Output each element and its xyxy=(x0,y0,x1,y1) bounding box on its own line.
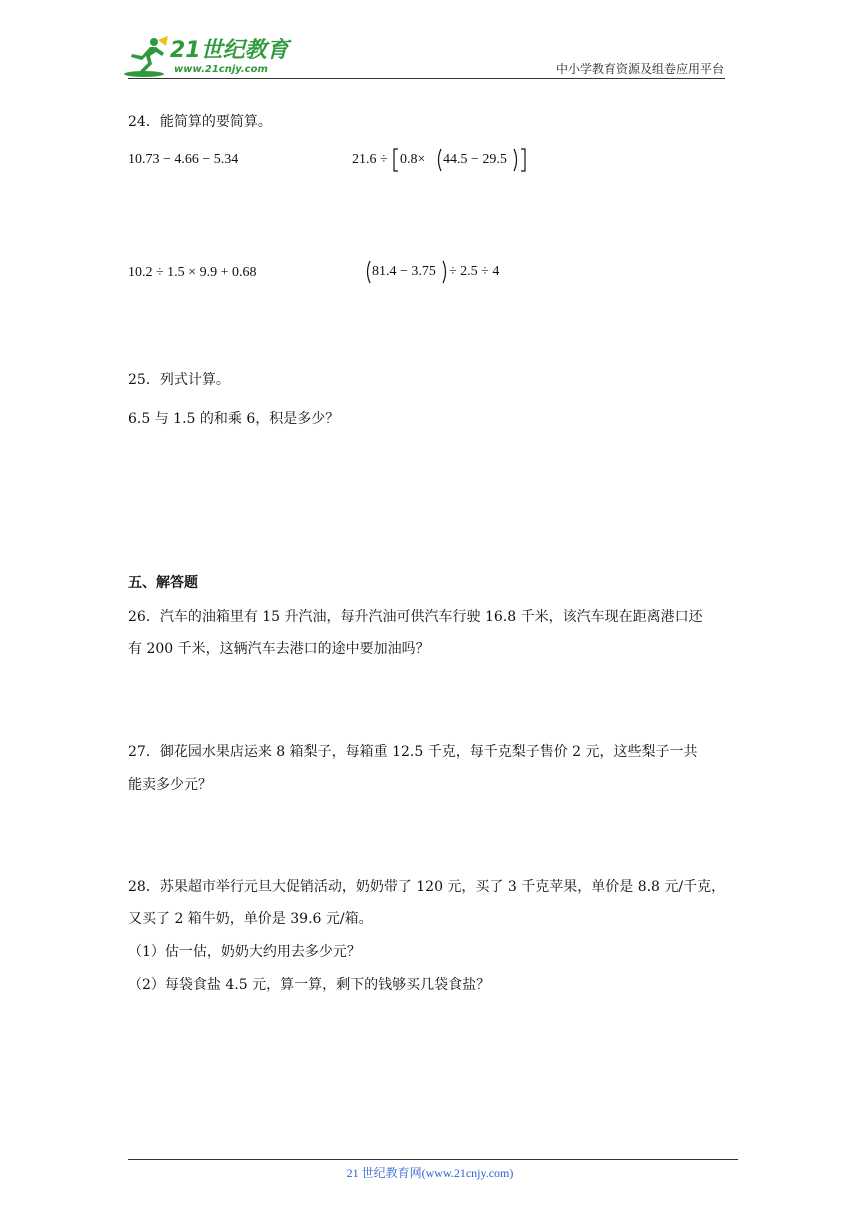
question-28-sub-1: （1）估一估，奶奶大约用去多少元？ xyxy=(128,944,361,960)
footer-link[interactable]: 21 世纪教育网(www.21cnjy.com) xyxy=(346,1166,514,1180)
footer-divider xyxy=(128,1159,738,1160)
q24-expr4-inner: 81.4 − 3.75 xyxy=(372,264,436,279)
question-28-sub-2: （2）每袋食盐 4.5 元，算一算，剩下的钱够买几袋食盐？ xyxy=(128,977,491,993)
q24-expr2-inner-b: 44.5 − 29.5 xyxy=(443,152,507,167)
right-square-bracket-icon xyxy=(519,148,527,172)
q24-expr4-suffix: ÷ 2.5 ÷ 4 xyxy=(449,264,500,279)
q24-expression-1: 10.73 − 4.66 − 5.34 xyxy=(128,152,239,167)
question-26-line-2: 有 200 千米，这辆汽车去港口的途中要加油吗？ xyxy=(128,641,430,657)
section-5-title: 五、解答题 xyxy=(128,575,198,591)
question-27-line-1: 27．御花园水果店运来 8 箱梨子，每箱重 12.5 千克，每千克梨子售价 2 元，这些梨子一共 xyxy=(128,744,698,760)
q24-expression-3: 10.2 ÷ 1.5 × 9.9 + 0.68 xyxy=(128,265,257,280)
left-square-bracket-icon xyxy=(392,148,400,172)
q24-expression-2 xyxy=(352,146,532,174)
running-man-icon xyxy=(122,36,172,80)
question-26-line-1: 26．汽车的油箱里有 15 升汽油，每升汽油可供汽车行驶 16.8 千米，该汽车现在距离港口还 xyxy=(128,609,703,625)
logo-brand-text: 21世纪教育 xyxy=(170,38,289,63)
left-paren-icon xyxy=(364,260,372,284)
question-24-title: 24．能简算的要简算。 xyxy=(128,114,272,130)
left-paren-icon xyxy=(435,148,443,172)
q24-expr2-inner-a: 0.8× xyxy=(400,152,426,167)
right-paren-icon xyxy=(441,260,449,284)
logo-url-text: www.21cnjy.com xyxy=(174,64,268,75)
header-platform-name: 中小学教育资源及组卷应用平台 xyxy=(555,62,724,76)
q24-expression-4 xyxy=(364,258,514,286)
q24-expr2-prefix: 21.6 ÷ xyxy=(352,152,388,167)
question-28-line-1: 28．苏果超市举行元旦大促销活动，奶奶带了 120 元，买了 3 千克苹果，单价是 8.8 元/千克， xyxy=(128,879,726,895)
question-27-line-2: 能卖多少元？ xyxy=(128,777,212,793)
site-logo xyxy=(122,36,292,80)
question-28-line-2: 又买了 2 箱牛奶，单价是 39.6 元/箱。 xyxy=(128,911,373,927)
question-25-title: 25．列式计算。 xyxy=(128,372,230,388)
header-divider xyxy=(128,78,725,79)
question-25-body: 6.5 与 1.5 的和乘 6，积是多少？ xyxy=(128,411,340,427)
